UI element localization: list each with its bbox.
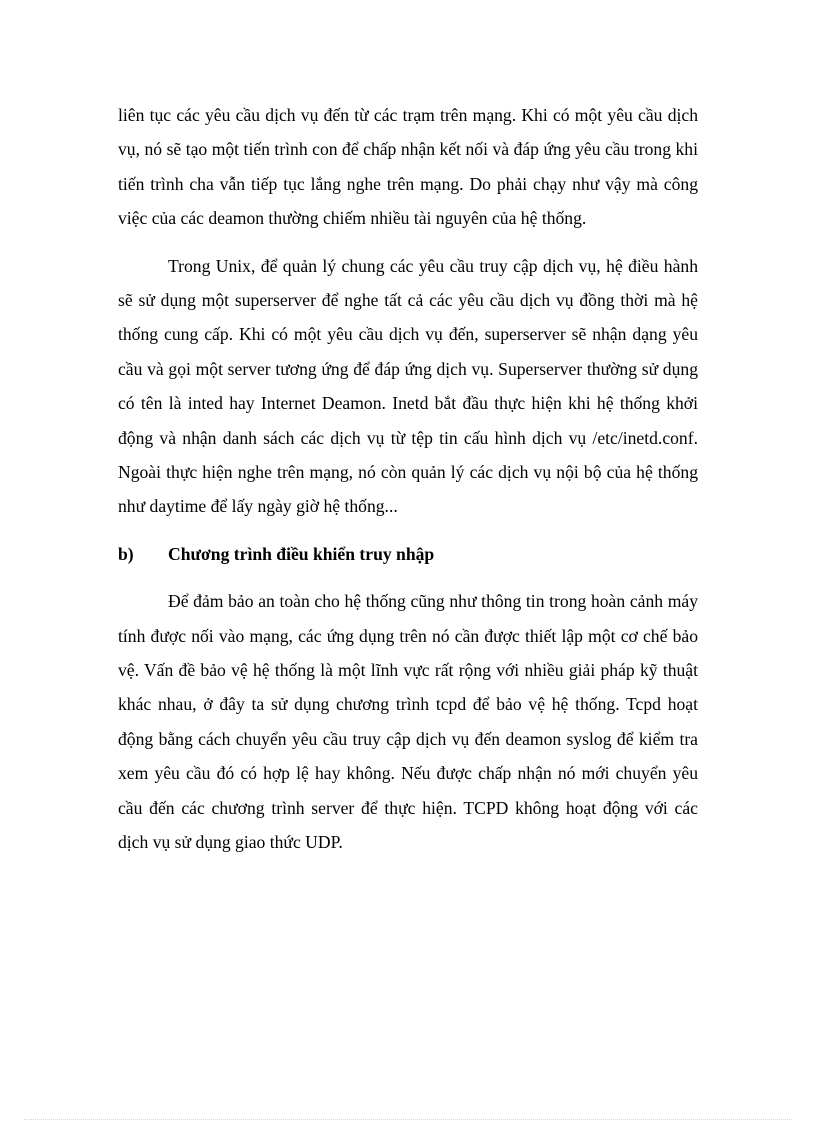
section-heading-title: Chương trình điều khiển truy nhập (168, 543, 435, 564)
paragraph-tcpd: Để đảm bảo an toàn cho hệ thống cũng như thông tin trong hoàn cảnh máy tính được nối vào mạng, các ứng dụng trên nó cần được thiết lập một cơ chế bảo vệ. Vấn đề bảo vệ hệ thống là một lĩnh vực rất rộng với nhiều giải pháp kỹ thuật khác nhau, ở đây ta sử dụng chương trình tcpd để bảo vệ hệ thống. Tcpd hoạt động bằng cách chuyển yêu cầu truy cập dịch vụ đến deamon syslog để kiểm tra xem yêu cầu đó có hợp lệ hay không. Nếu được chấp nhận nó mới chuyển yêu cầu đến các chương trình server để thực hiện. TCPD không hoạt động với các dịch vụ sử dụng giao thức UDP. (118, 591, 698, 853)
paragraph-superserver: Trong Unix, để quản lý chung các yêu cầu truy cập dịch vụ, hệ điều hành sẽ sử dụng một superserver để nghe tất cả các yêu cầu dịch vụ đồng thời mà hệ thống cung cấp. Khi có một yêu cầu dịch vụ đến, superserver sẽ nhận dạng yêu cầu và gọi một server tương ứng để đáp ứng dịch vụ. Superserver thường sử dụng có tên là inted hay Internet Deamon. Inetd bắt đầu thực hiện khi hệ thống khởi động và nhận danh sách các dịch vụ từ tệp tin cấu hình dịch vụ /etc/inetd.conf. Ngoài thực hiện nghe trên mạng, nó còn quản lý các dịch vụ nội bộ của hệ thống như daytime để lấy ngày giờ hệ thống... (118, 255, 698, 517)
page-bottom-divider (24, 1119, 792, 1120)
section-heading-number: b) (118, 543, 134, 564)
paragraph-daemon-services: liên tục các yêu cầu dịch vụ đến từ các trạm trên mạng. Khi có một yêu cầu dịch vụ, nó sẽ tạo một tiến trình con để chấp nhận kết nối và đáp ứng yêu cầu trong khi tiến trình cha vẫn tiếp tục lắng nghe trên mạng. Do phải chạy như vậy mà công việc của các deamon thường chiếm nhiều tài nguyên của hệ thống. (118, 105, 698, 229)
document-body (118, 98, 698, 860)
paragraph-gap (118, 236, 698, 249)
paragraph-gap (118, 571, 698, 584)
section-heading (118, 537, 698, 571)
paragraph-gap (118, 524, 698, 537)
